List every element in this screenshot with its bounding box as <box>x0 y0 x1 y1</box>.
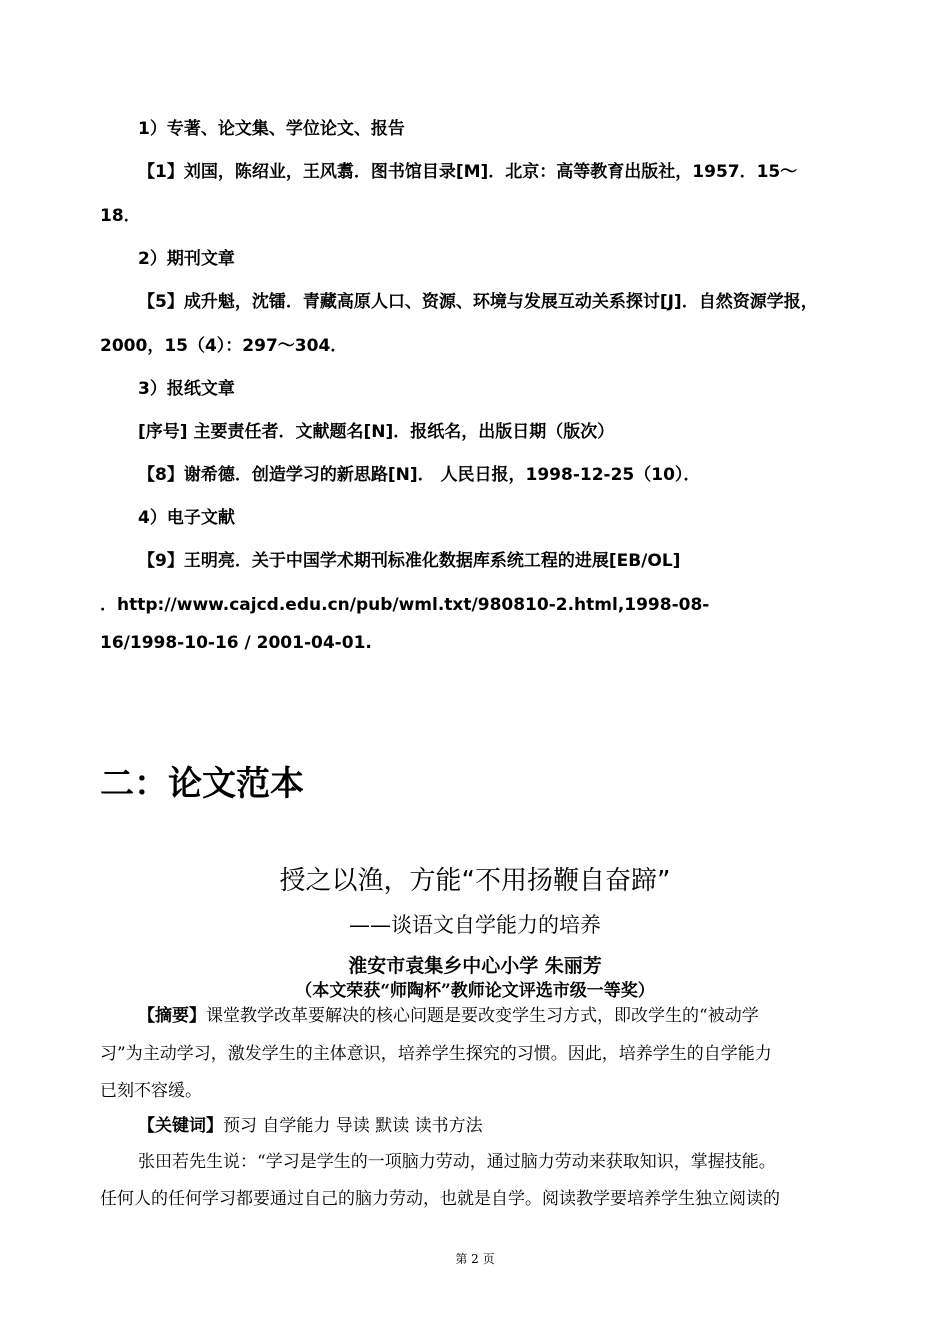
reference-entry-5-continued: 2000，15（4）：297～304． <box>100 336 348 356</box>
reference-category-journal: 2）期刊文章 <box>138 249 235 269</box>
body-paragraph-line-1: 张田若先生说：“学习是学生的一项脑力劳动，通过脑力劳动来获取知识，掌握技能。 <box>138 1152 776 1172</box>
reference-entry-8: 【8】谢希德．创造学习的新思路[N]． 人民日报，1998-12-25（10）． <box>138 465 701 485</box>
keywords-text: 预习 自学能力 导读 默读 读书方法 <box>223 1116 483 1136</box>
essay-title: 授之以渔，方能“不用扬鞭自奋蹄” <box>279 866 671 896</box>
reference-entry-5: 【5】成升魁，沈镭．青藏高原人口、资源、环境与发展互动关系探讨[J]．自然资源学报， <box>138 292 818 312</box>
essay-award-note: （本文荣获“师陶杯”教师论文评选市级一等奖） <box>295 981 655 1001</box>
reference-entry-1-continued: 18． <box>100 206 141 226</box>
page-number: 第 2 页 <box>455 1252 495 1266</box>
essay-subtitle: ——谈语文自学能力的培养 <box>349 913 601 937</box>
keywords-label: 【关键词】 <box>138 1116 223 1136</box>
reference-entry-9: 【9】王明亮．关于中国学术期刊标准化数据库系统工程的进展[EB/OL] <box>138 551 681 571</box>
reference-category-electronic: 4）电子文献 <box>138 508 235 528</box>
abstract-line-1 <box>138 1001 759 1026</box>
section-heading: 二：论文范本 <box>100 764 304 804</box>
reference-format-newspaper: [序号] 主要责任者．文献题名[N]．报纸名，出版日期（版次） <box>138 422 615 442</box>
abstract-line-3: 已刻不容缓。 <box>100 1081 202 1101</box>
reference-category-newspaper: 3）报纸文章 <box>138 379 235 399</box>
abstract-text: 课堂教学改革要解决的核心问题是要改变学生习方式，即改学生的“被动学 <box>206 1006 759 1026</box>
body-paragraph-line-2: 任何人的任何学习都要通过自己的脑力劳动，也就是自学。阅读教学要培养学生独立阅读的 <box>100 1189 780 1209</box>
keywords-line <box>138 1111 483 1136</box>
reference-entry-1: 【1】刘国，陈绍业，王风翥．图书馆目录[M]．北京：高等教育出版社，1957．15～ <box>138 162 798 182</box>
abstract-label: 【摘要】 <box>138 1006 206 1026</box>
essay-author: 淮安市袁集乡中心小学 朱丽芳 <box>348 955 602 977</box>
reference-entry-9-url: ．http://www.cajcd.edu.cn/pub/wml.txt/980810-2.html,1998-08- <box>100 595 710 615</box>
reference-category-books: 1）专著、论文集、学位论文、报告 <box>138 119 405 139</box>
reference-entry-9-dates: 16/1998-10-16 / 2001-04-01. <box>100 633 372 653</box>
abstract-line-2: 习”为主动学习，激发学生的主体意识，培养学生探究的习惯。因此，培养学生的自学能力 <box>100 1044 772 1064</box>
